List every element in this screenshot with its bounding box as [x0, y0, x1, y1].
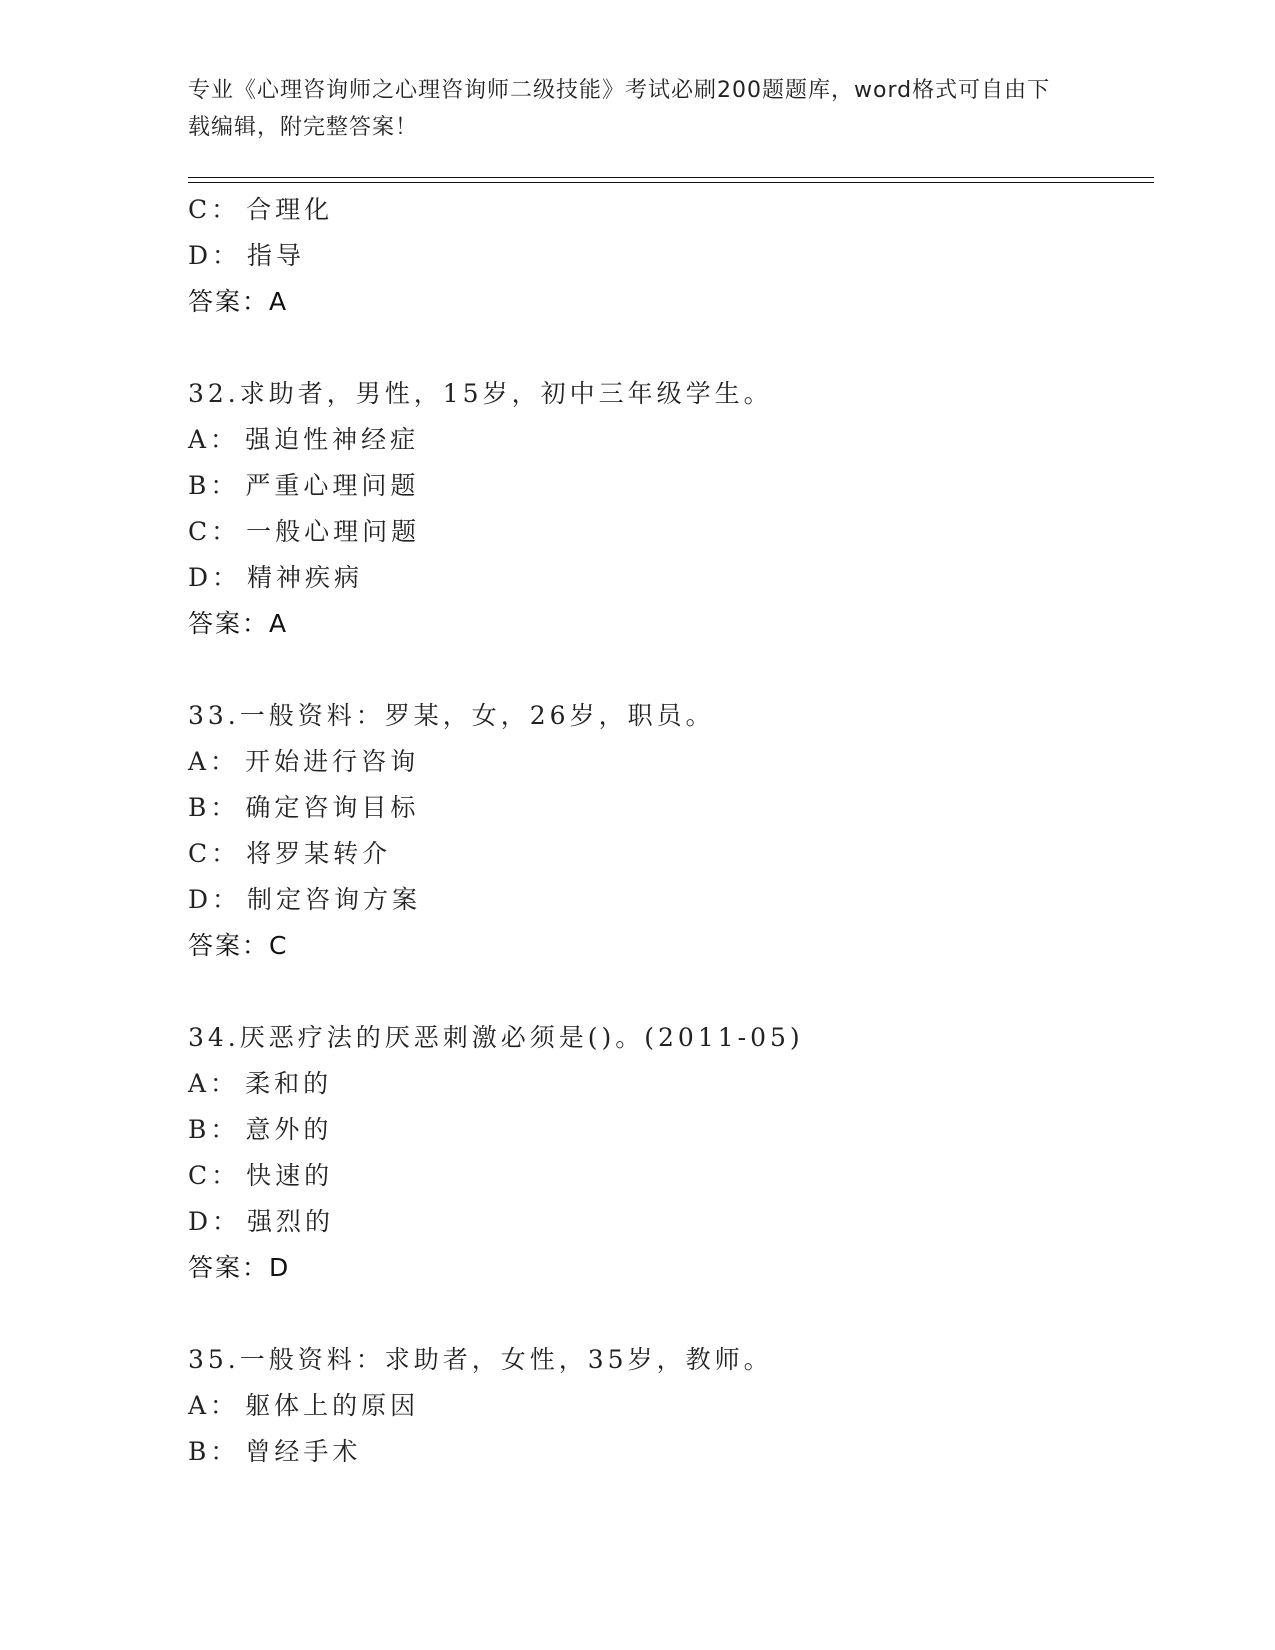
option-label: D： — [188, 885, 242, 914]
option-label: D： — [188, 241, 242, 270]
option-text: 将罗某转介 — [246, 839, 392, 868]
option-line — [188, 187, 1154, 233]
option-label: B： — [188, 1437, 240, 1466]
document-header: 专业《心理咨询师之心理咨询师二级技能》考试必刷200题题库，word格式可自由下载编辑，附完整答案！ — [188, 78, 1051, 140]
option-line — [188, 1061, 1154, 1107]
option-text: 精神疾病 — [247, 563, 364, 592]
answer-line: 答案：D — [188, 1253, 291, 1282]
option-line — [188, 739, 1154, 785]
question-stem: 33.一般资料：罗某，女，26岁，职员。 — [188, 701, 715, 730]
option-line — [188, 877, 1154, 923]
option-text: 强迫性神经症 — [245, 425, 420, 454]
option-label: C： — [188, 1161, 241, 1190]
option-text: 柔和的 — [245, 1069, 333, 1098]
option-text: 一般心理问题 — [246, 517, 421, 546]
option-text: 严重心理问题 — [245, 471, 420, 500]
option-label: A： — [188, 425, 240, 454]
option-label: C： — [188, 839, 241, 868]
question-stem: 34.厌恶疗法的厌恶刺激必须是()。(2011-05) — [188, 1023, 804, 1052]
option-text: 快速的 — [246, 1161, 334, 1190]
option-label: D： — [188, 563, 242, 592]
option-line — [188, 1199, 1154, 1245]
option-text: 指导 — [247, 241, 306, 270]
option-label: A： — [188, 1069, 240, 1098]
answer-line: 答案：A — [188, 609, 289, 638]
option-line — [188, 1383, 1154, 1429]
option-label: C： — [188, 517, 241, 546]
option-line — [188, 233, 1154, 279]
option-line — [188, 555, 1154, 601]
question-list — [188, 187, 1154, 1475]
question-stem: 32.求助者，男性，15岁，初中三年级学生。 — [188, 379, 773, 408]
option-label: A： — [188, 1391, 240, 1420]
option-text: 强烈的 — [247, 1207, 335, 1236]
option-label: A： — [188, 747, 240, 776]
option-line — [188, 509, 1154, 555]
header-rule-top — [188, 177, 1154, 178]
header-rule-bottom — [188, 182, 1154, 183]
option-text: 意外的 — [245, 1115, 333, 1144]
option-text: 开始进行咨询 — [245, 747, 420, 776]
option-label: B： — [188, 793, 240, 822]
option-label: B： — [188, 471, 240, 500]
option-label: C： — [188, 195, 241, 224]
option-line — [188, 417, 1154, 463]
option-text: 确定咨询目标 — [245, 793, 420, 822]
spacer — [188, 325, 1154, 371]
spacer — [188, 1291, 1154, 1337]
option-line — [188, 463, 1154, 509]
option-label: D： — [188, 1207, 242, 1236]
option-text: 制定咨询方案 — [247, 885, 422, 914]
spacer — [188, 647, 1154, 693]
option-line — [188, 1429, 1154, 1475]
answer-line: 答案：C — [188, 931, 289, 960]
option-line — [188, 831, 1154, 877]
option-label: B： — [188, 1115, 240, 1144]
spacer — [188, 969, 1154, 1015]
option-line — [188, 785, 1154, 831]
option-text: 躯体上的原因 — [245, 1391, 420, 1420]
question-stem: 35.一般资料：求助者，女性，35岁，教师。 — [188, 1345, 773, 1374]
option-line — [188, 1153, 1154, 1199]
option-line — [188, 1107, 1154, 1153]
option-text: 曾经手术 — [245, 1437, 362, 1466]
option-text: 合理化 — [246, 195, 334, 224]
answer-line: 答案：A — [188, 287, 289, 316]
